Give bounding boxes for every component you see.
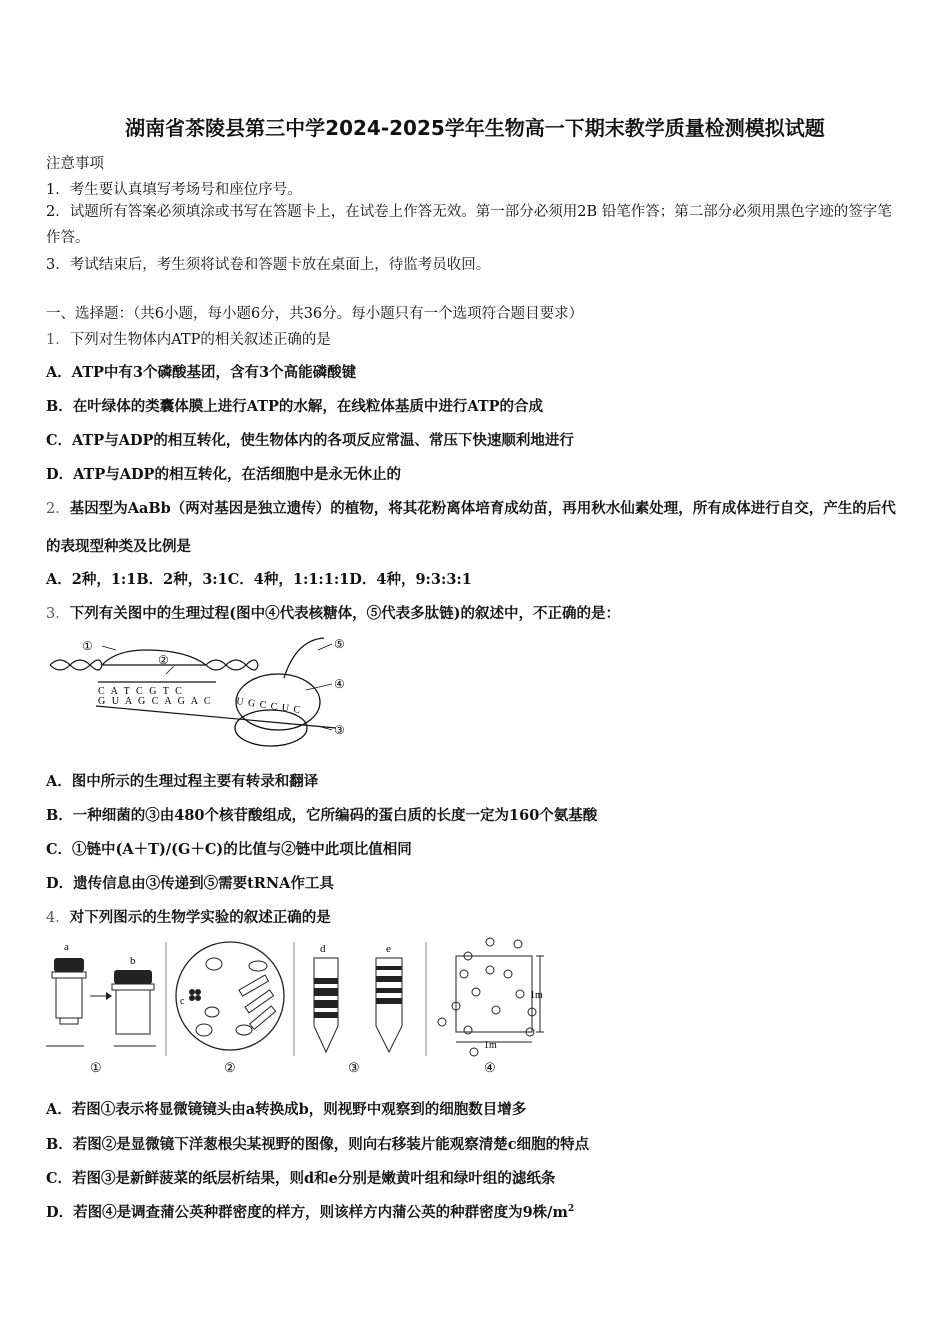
panel-microscope-lens (46, 941, 156, 1075)
q3-option-b: B．一种细菌的③由480个核苷酸组成，它所编码的蛋白质的长度一定为160个氨基酸 (46, 807, 598, 824)
q4-option-c: C．若图③是新鲜菠菜的纸层析结果，则d和e分别是嫩黄叶组和绿叶组的滤纸条 (46, 1170, 556, 1187)
note-item-2: 2．试题所有答案必须填涂或书写在答题卡上，在试卷上作答无效。第一部分必须用2B 铅笔作答；第二部分必须用黑色字迹的签字笔作答。 (46, 204, 892, 246)
question-2-stem (46, 490, 906, 566)
section-heading: 一、选择题：（共6小题，每小题6分，共36分。每小题只有一个选项符合题目要求） (46, 306, 584, 322)
note-item-3: 3．考试结束后，考生须将试卷和答题卡放在桌面上，待监考员收回。 (46, 257, 491, 273)
q3-option-a: A．图中所示的生理过程主要有转录和翻译 (46, 773, 319, 790)
note-item-1: 1．考生要认真填写考场号和座位序号。 (46, 182, 302, 198)
q3-option-d: D．遗传信息由③传递到⑤需要tRNA作工具 (46, 875, 334, 892)
cell-label-c: c (180, 996, 185, 1007)
question-4-stem (46, 906, 331, 927)
question-text: 下列对生物体内ATP的相关叙述正确的是 (69, 332, 331, 348)
panel-root-tip-cells (176, 942, 284, 1075)
panel-label-3: ③ (348, 1060, 360, 1075)
question-number: 1． (46, 332, 70, 348)
q1-option-b: B．在叶绿体的类囊体膜上进行ATP的水解，在线粒体基质中进行ATP的合成 (46, 398, 544, 415)
label-3: ③ (334, 723, 345, 737)
q1-option-a: A．ATP中有3个磷酸基团，含有3个高能磷酸键 (46, 364, 357, 381)
dna-sequence: C A T C G T C (98, 686, 184, 697)
lens-label-b: b (130, 955, 136, 967)
q3-option-c: C．①链中(A＋T)/(G＋C)的比值与②链中此项比值相同 (46, 841, 412, 858)
question-3-stem (46, 602, 620, 623)
panel-chromatography-strips (314, 943, 402, 1075)
label-4: ④ (334, 677, 345, 691)
question-text: 基因型为AaBb（两对基因是独立遗传）的植物，将其花粉离体培育成幼苗，再用秋水仙素处理，所有成体进行自交，产生的后代的表现型种类及比例是 (46, 500, 896, 555)
label-2: ② (158, 653, 169, 667)
question-text: 下列有关图中的生理过程(图中④代表核糖体，⑤代表多肽链)的叙述中，不正确的是： (69, 605, 620, 622)
lens-label-a: a (64, 941, 69, 953)
label-1: ① (82, 639, 93, 653)
strip-label-e: e (386, 943, 391, 955)
q4-option-a: A．若图①表示将显微镜镜头由a转换成b，则视野中观察到的细胞数目增多 (46, 1101, 527, 1118)
experiment-figures (44, 934, 556, 1080)
question-number: 3． (46, 606, 70, 622)
q2-options: A．2种，1:1B．2种，3:1C．4种，1:1:1:1D．4种，9:3:3:1 (46, 571, 472, 588)
q4-option-b: B．若图②是显微镜下洋葱根尖某视野的图像，则向右移装片能观察清楚c细胞的特点 (46, 1136, 590, 1153)
question-number: 4． (46, 910, 70, 926)
panel-label-1: ① (90, 1060, 102, 1075)
question-number: 2． (46, 501, 70, 517)
superscript: 2 (567, 1204, 575, 1215)
dim-label-vertical: 1m (530, 990, 543, 1001)
panel-quadrat (438, 938, 544, 1075)
page-title: 湖南省茶陵县第三中学2024-2025学年生物高一下期末教学质量检测模拟试题 (125, 116, 825, 140)
transcription-translation-figure (46, 630, 356, 750)
panel-label-4: ④ (484, 1060, 496, 1075)
label-5: ⑤ (334, 637, 345, 651)
notes-heading: 注意事项 (46, 156, 104, 172)
question-text: 对下列图示的生物学实验的叙述正确的是 (69, 909, 331, 926)
question-1-stem (46, 328, 331, 349)
q1-option-d: D．ATP与ADP的相互转化，在活细胞中是永无休止的 (46, 466, 401, 483)
strip-label-d: d (320, 943, 326, 955)
q4-option-d-text: D．若图④是调查蒲公英种群密度的样方，则该样方内蒲公英的种群密度为9株/m (46, 1204, 568, 1221)
dim-label-horizontal: 1m (484, 1040, 497, 1051)
rna-sequence: G U A G C A G A C (98, 696, 213, 707)
panel-label-2: ② (224, 1060, 236, 1075)
q4-option-d (46, 1201, 574, 1222)
codon-sequence: U G C C U C (235, 696, 302, 717)
q1-option-c: C．ATP与ADP的相互转化，使生物体内的各项反应常温、常压下快速顺利地进行 (46, 432, 574, 449)
